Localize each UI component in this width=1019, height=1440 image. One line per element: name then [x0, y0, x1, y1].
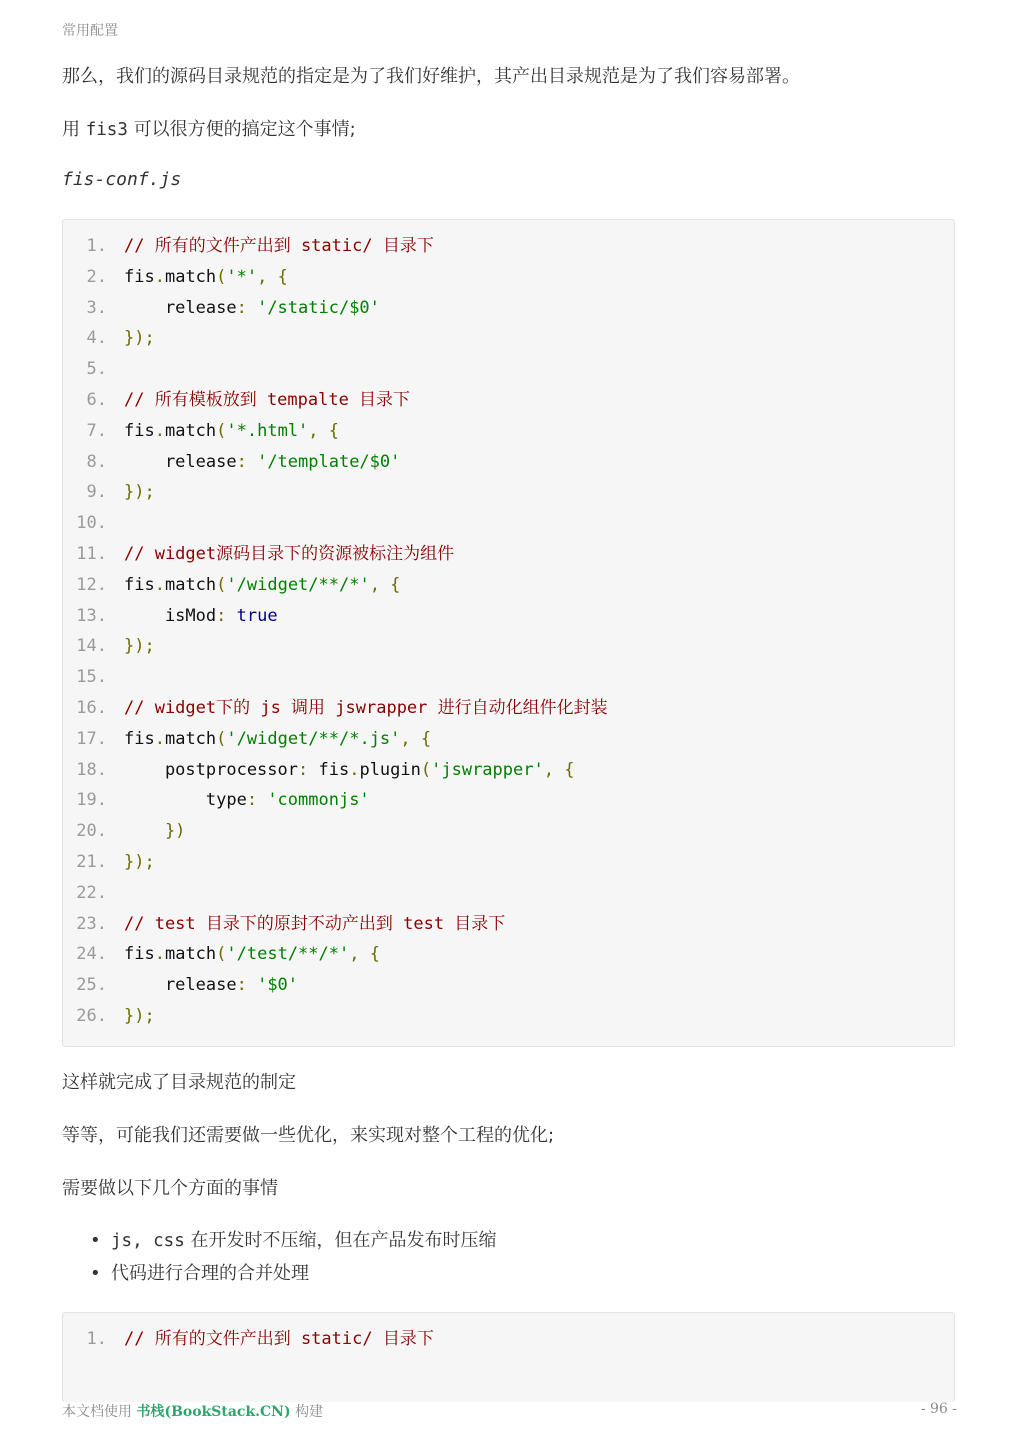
- line-number: 23.: [76, 913, 107, 934]
- code-token: '/template/$0': [257, 451, 401, 472]
- code-token: '*.html': [226, 420, 309, 441]
- code-token: 'jswrapper': [431, 759, 544, 780]
- code-token: :: [298, 759, 319, 780]
- paragraph-tasks: 需要做以下几个方面的事情: [62, 1178, 278, 1199]
- code-token: match: [164, 728, 217, 749]
- code-token: true: [236, 605, 278, 626]
- code-token: , {: [349, 944, 380, 965]
- line-number: 19.: [76, 790, 107, 811]
- code-line: [63, 662, 124, 693]
- code-token: fis: [124, 574, 155, 595]
- footer-prefix: 本文档使用: [62, 1404, 132, 1420]
- code-line: [63, 323, 155, 354]
- code-line: [63, 601, 278, 632]
- code-token: 'commonjs': [267, 790, 370, 811]
- code-token: // 所有的文件产出到 static/ 目录下: [124, 1329, 434, 1349]
- code-token: match: [164, 574, 217, 595]
- footer-suffix: 构建: [295, 1404, 324, 1420]
- list-item: [62, 1257, 497, 1290]
- code-token: , {: [369, 574, 401, 595]
- code-token: release: [124, 451, 237, 472]
- code-line: [63, 1324, 434, 1355]
- code-line: [63, 785, 370, 816]
- code-token: });: [124, 328, 155, 349]
- paragraph-done: 这样就完成了目录规范的制定: [62, 1072, 296, 1093]
- code-token: match: [164, 266, 217, 287]
- line-number: 4.: [86, 328, 107, 349]
- code-line: [63, 909, 505, 940]
- line-number: 12.: [76, 574, 107, 595]
- line-number: 9.: [86, 482, 107, 503]
- line-number: 25.: [76, 975, 107, 996]
- line-number: 22.: [76, 882, 107, 903]
- code-token: '/widget/**/*': [226, 574, 370, 595]
- code-line: [63, 816, 185, 847]
- line-number: 24.: [76, 944, 107, 965]
- code-line: [63, 231, 434, 262]
- footer-brand-link[interactable]: 书栈(BookStack.CN): [136, 1404, 291, 1420]
- line-number: 2.: [86, 266, 107, 287]
- line-number: 7.: [86, 420, 107, 441]
- code-token: '*': [226, 266, 258, 287]
- code-line: [63, 262, 288, 293]
- code-token: .: [154, 944, 165, 965]
- code-token: (: [216, 420, 227, 441]
- footer-credit: [62, 1401, 323, 1421]
- code-line: [63, 477, 155, 508]
- paragraph-fis3-suffix: 可以很方便的搞定这个事情;: [133, 119, 356, 140]
- code-token: '/test/**/*': [226, 944, 350, 965]
- code-token: (: [216, 266, 227, 287]
- line-number: 20.: [76, 821, 107, 842]
- code-token: :: [216, 605, 237, 626]
- code-token: match: [164, 420, 217, 441]
- line-number: 18.: [76, 759, 107, 780]
- code-line: [63, 539, 454, 570]
- code-token: });: [124, 852, 155, 872]
- line-number: 21.: [76, 852, 107, 872]
- line-number: 17.: [76, 728, 107, 749]
- code-token: (: [216, 574, 227, 595]
- code-token: release: [124, 975, 237, 996]
- code-token: :: [246, 790, 268, 811]
- code-token: (: [216, 728, 227, 749]
- line-number: 1.: [86, 236, 107, 256]
- paragraph-optimize: 等等，可能我们还需要做一些优化，来实现对整个工程的优化;: [62, 1125, 555, 1146]
- code-token: }): [124, 821, 186, 842]
- code-token: // test 目录下的原封不动产出到 test 目录下: [124, 913, 506, 934]
- code-token: .: [154, 728, 165, 749]
- line-number: 3.: [86, 297, 107, 318]
- code-block-continued: [62, 1312, 955, 1402]
- code-line: [63, 939, 380, 970]
- page-header-title: 常用配置: [62, 23, 118, 39]
- code-token: '$0': [257, 975, 299, 996]
- code-line: [63, 631, 155, 662]
- code-token: fis: [124, 728, 155, 749]
- code-line: [63, 693, 608, 724]
- code-line: [63, 354, 124, 385]
- line-number: 10.: [76, 513, 107, 534]
- code-block-fis-conf: [62, 219, 955, 1047]
- code-token: });: [124, 1006, 155, 1026]
- code-filename: fis-conf.js: [62, 169, 182, 190]
- task-list: [62, 1224, 497, 1290]
- code-line: [63, 724, 431, 755]
- code-token: // widget下的 js 调用 jswrapper 进行自动化组件化封装: [124, 698, 608, 718]
- code-token: plugin: [359, 759, 421, 780]
- code-token: (: [420, 759, 432, 780]
- code-token: .: [154, 266, 165, 287]
- list-item-text: 代码进行合理的合并处理: [111, 1263, 309, 1284]
- inline-code-fis3: fis3: [85, 120, 128, 140]
- paragraph-fis3-prefix: 用: [62, 119, 80, 140]
- line-number: 26.: [76, 1006, 107, 1026]
- list-item-text: 在开发时不压缩，但在产品发布时压缩: [190, 1230, 497, 1251]
- line-number: 5.: [86, 359, 107, 380]
- inline-code-js-css: js, css: [111, 1231, 185, 1251]
- paragraph-intro: 那么，我们的源码目录规范的指定是为了我们好维护，其产出目录规范是为了我们容易部署。: [62, 66, 800, 87]
- code-token: :: [236, 975, 258, 996]
- line-number: 14.: [76, 636, 107, 657]
- line-number: 16.: [76, 698, 107, 718]
- line-number: 11.: [76, 544, 107, 564]
- code-token: '/static/$0': [257, 297, 380, 318]
- paragraph-fis3: [62, 115, 356, 141]
- line-number: 1.: [86, 1329, 107, 1349]
- code-token: // 所有的文件产出到 static/ 目录下: [124, 236, 434, 256]
- code-line: [63, 508, 124, 539]
- code-token: fis: [124, 944, 155, 965]
- code-token: match: [164, 944, 217, 965]
- code-token: fis: [318, 759, 350, 780]
- code-line: [63, 970, 298, 1001]
- code-token: isMod: [124, 605, 217, 626]
- list-item: [62, 1224, 497, 1257]
- code-token: type: [124, 790, 247, 811]
- code-token: fis: [124, 420, 155, 441]
- code-token: .: [154, 420, 165, 441]
- code-line: [63, 416, 339, 447]
- code-token: , {: [543, 759, 575, 780]
- code-line: [63, 570, 400, 601]
- code-token: .: [349, 759, 360, 780]
- code-token: });: [124, 636, 155, 657]
- code-token: .: [154, 574, 165, 595]
- line-number: 6.: [86, 390, 107, 410]
- code-token: release: [124, 297, 237, 318]
- code-line: [63, 447, 400, 478]
- page-number: - 96 -: [920, 1401, 957, 1417]
- code-token: :: [236, 451, 258, 472]
- code-token: // widget源码目录下的资源被标注为组件: [124, 544, 455, 564]
- code-line: [63, 847, 155, 878]
- line-number: 13.: [76, 605, 107, 626]
- code-token: , {: [400, 728, 432, 749]
- code-token: '/widget/**/*.js': [226, 728, 401, 749]
- code-token: , {: [308, 420, 340, 441]
- code-line: [63, 1001, 155, 1032]
- line-number: 8.: [86, 451, 107, 472]
- code-token: postprocessor: [124, 759, 298, 780]
- code-token: (: [216, 944, 227, 965]
- code-token: :: [236, 297, 258, 318]
- code-line: [63, 878, 124, 909]
- code-line: [63, 385, 410, 416]
- code-token: fis: [124, 266, 155, 287]
- line-number: 15.: [76, 667, 107, 688]
- code-line: [63, 755, 574, 786]
- code-token: });: [124, 482, 155, 503]
- code-token: // 所有模板放到 tempalte 目录下: [124, 390, 411, 410]
- code-token: , {: [257, 266, 288, 287]
- code-line: [63, 293, 380, 324]
